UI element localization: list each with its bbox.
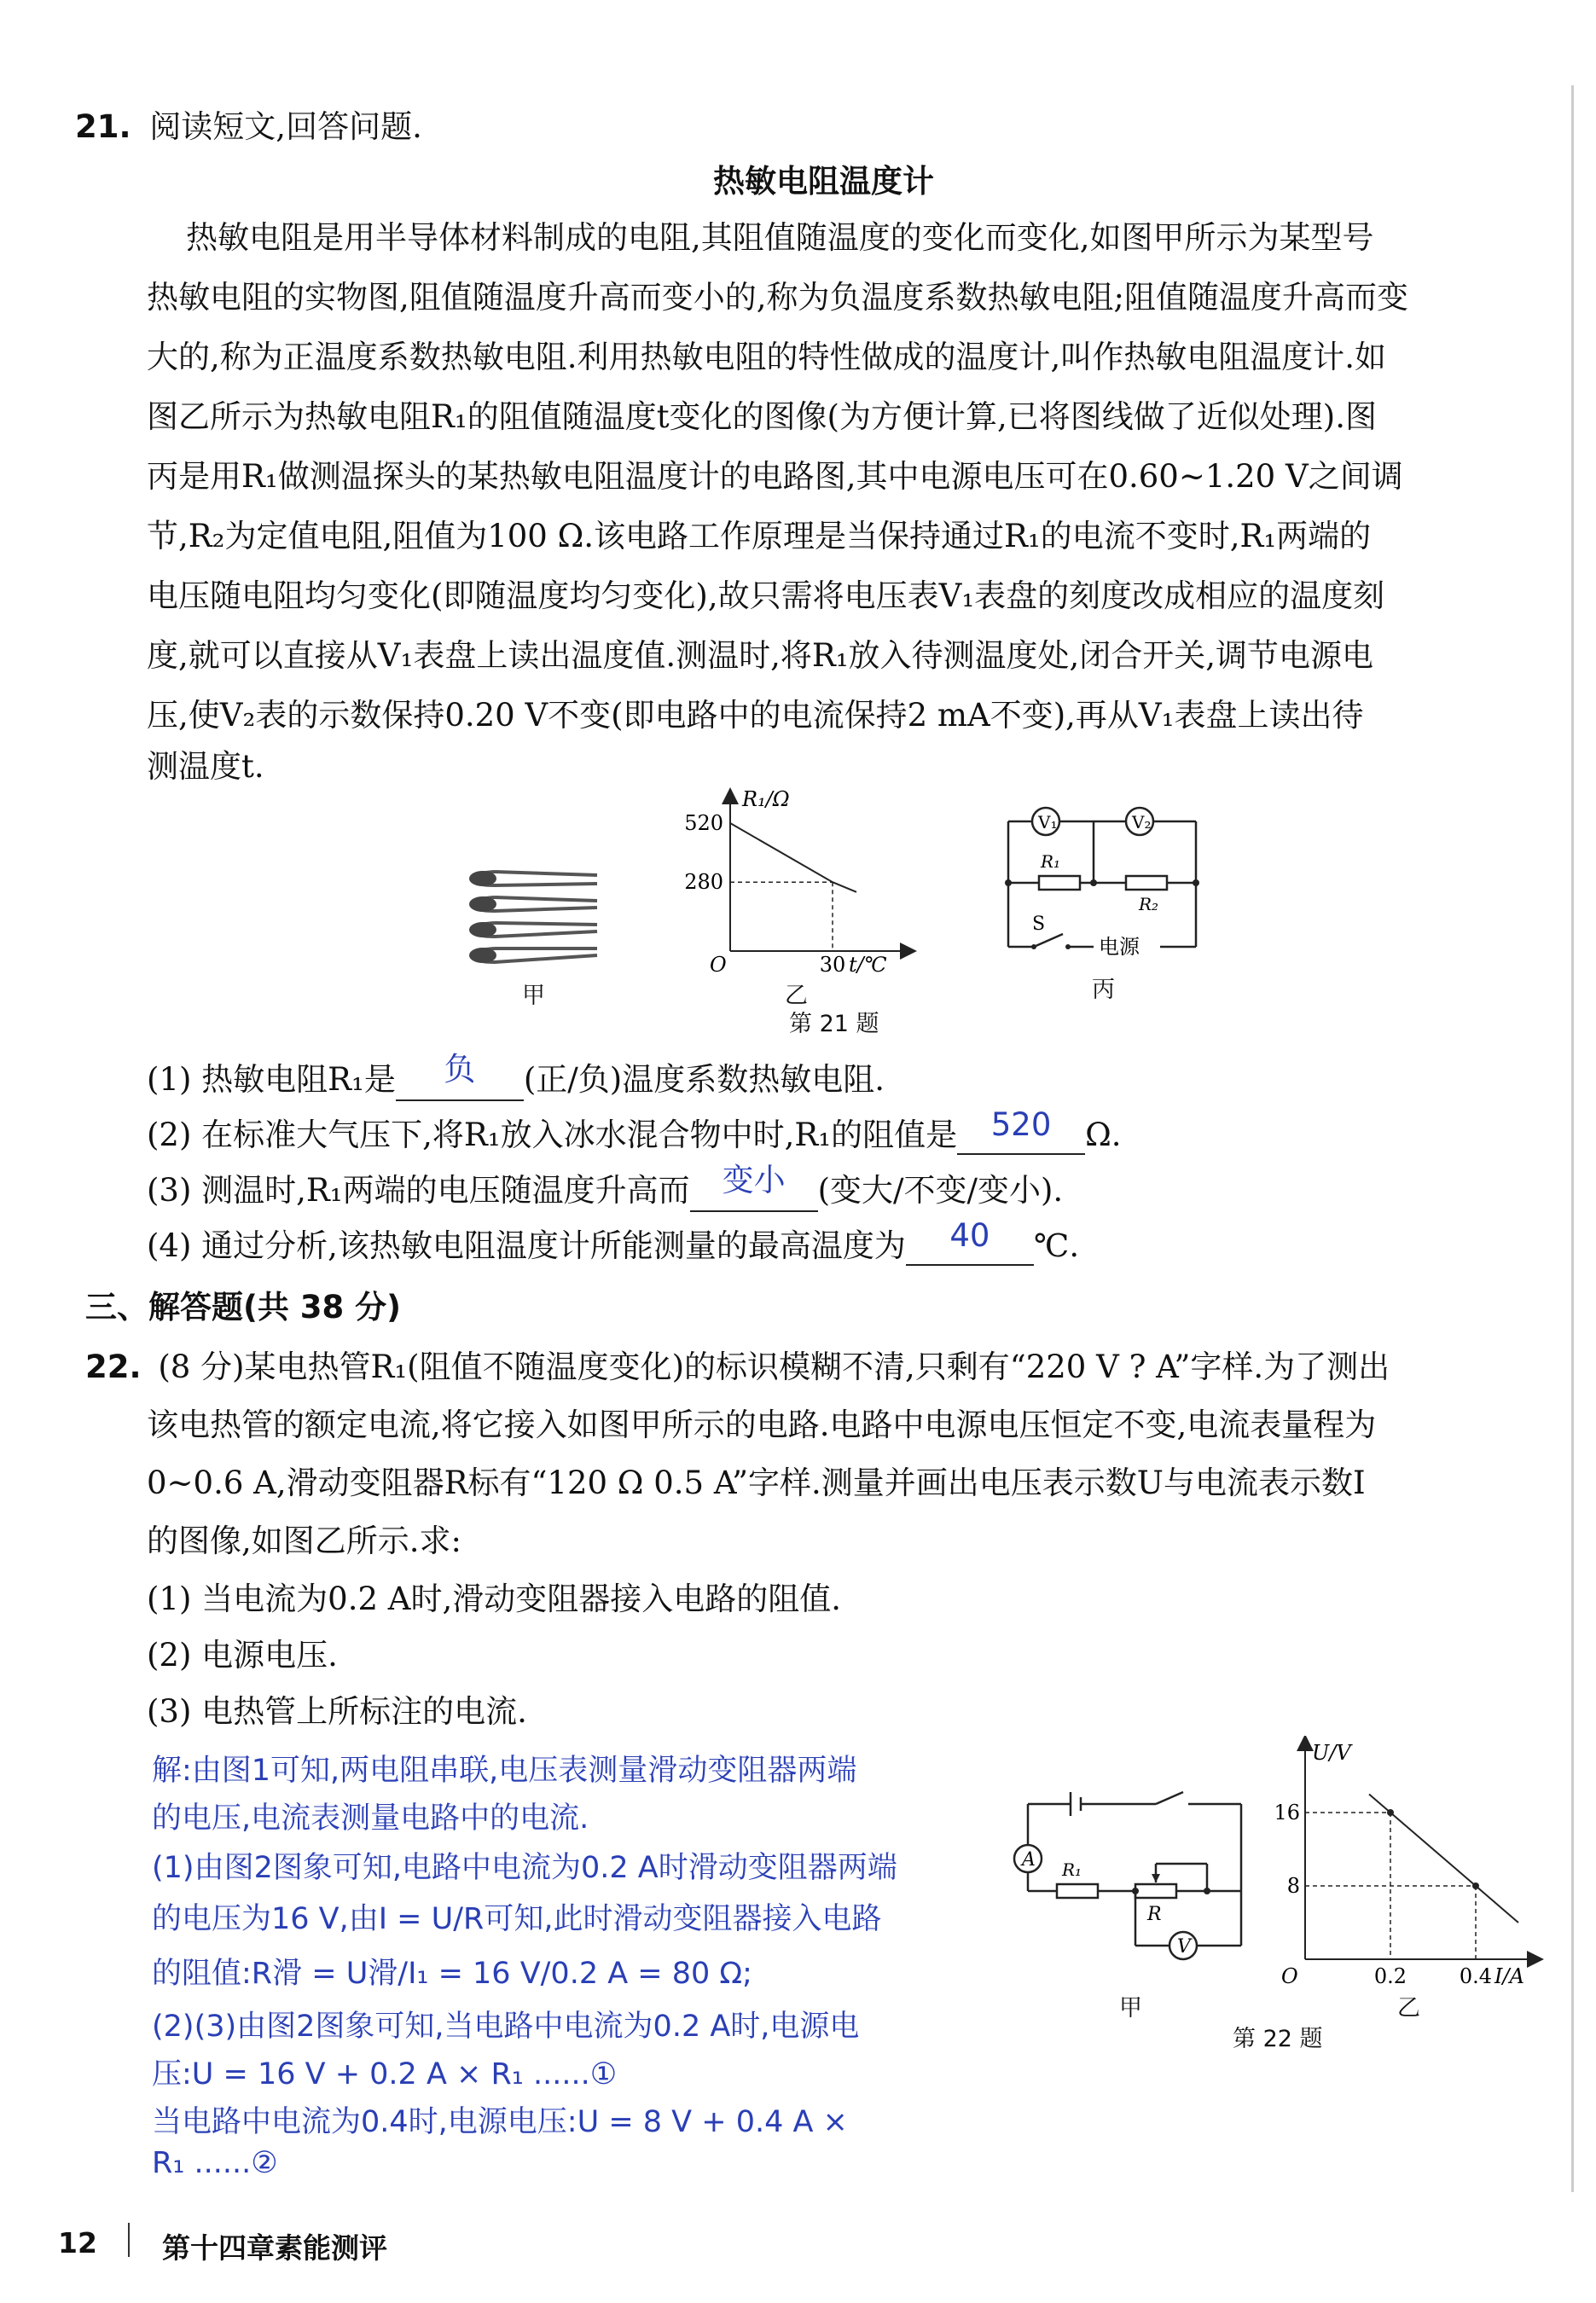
q21-item-4	[147, 1217, 1080, 1266]
rheostat	[1135, 1884, 1176, 1898]
circuit-22	[1002, 1778, 1258, 2000]
graph22-xlabel: I/A	[1494, 1964, 1524, 1988]
r1-label-22: R₁	[1062, 1859, 1082, 1880]
ammeter-label: A	[1022, 1849, 1036, 1871]
switch-label: S	[1032, 914, 1046, 935]
q22-subq-1: (1) 当电流为0.2 A时,滑动变阻器接入电路的阻值.	[147, 1581, 842, 1617]
r2-resistor	[1126, 876, 1167, 890]
ytick-8: 8	[1286, 1874, 1300, 1898]
voltmeter-label: V	[1177, 1936, 1191, 1958]
page-number: 12	[58, 2226, 97, 2259]
solution-line-3: 的电压为16 V,由I = U/R可知,此时滑动变阻器接入电路	[152, 1902, 882, 1936]
data-point-1	[1472, 1882, 1479, 1889]
para-line-6: 电压随电阻均匀变化(即随温度均匀变化),故只需将电压表V₁表盘的刻度改成相应的温度刻	[147, 577, 1385, 614]
rheostat-label: R	[1147, 1904, 1162, 1925]
item3-post: (变大/不变/变小).	[817, 1172, 1064, 1209]
circuit-21	[998, 798, 1207, 968]
item2-post: Ω.	[1085, 1117, 1122, 1153]
graph21-xlabel: t/℃	[849, 953, 887, 977]
fig22-label-yi: 乙	[1397, 1995, 1420, 2022]
solution-line-2: (1)由图2图象可知,电路中电流为0.2 A时滑动变阻器两端	[152, 1851, 897, 1885]
source-label: 电源	[1099, 935, 1140, 959]
graph21-ylabel: R₁/Ω	[742, 787, 790, 811]
fig21-label-yi: 乙	[785, 983, 808, 1009]
q22-stem-1: 该电热管的额定电流,将它接入如图甲所示的电路.电路中电源电压恒定不变,电流表量程为	[147, 1407, 1377, 1443]
ytick-520: 520	[684, 811, 723, 835]
para-line-1: 热敏电阻的实物图,阻值随温度升高而变小的,称为负温度系数热敏电阻;阻值随温度升高而变	[147, 279, 1408, 316]
item4-text: (4) 通过分析,该热敏电阻温度计所能测量的最高温度为	[147, 1227, 906, 1264]
solution-line-4: 的阻值:R滑 = U滑/I₁ = 16 V/0.2 A = 80 Ω;	[152, 1957, 752, 1991]
item4-post: ℃.	[1033, 1227, 1080, 1264]
footer-divider	[128, 2223, 130, 2257]
solution-line-8: R₁ ......②	[152, 2146, 278, 2180]
graph22-origin: O	[1281, 1964, 1298, 1988]
v1-label: V₁	[1038, 812, 1058, 832]
para-line-9: 测温度t.	[147, 748, 264, 785]
item2-text: (2) 在标准大气压下,将R₁放入冰水混合物中时,R₁的阻值是	[147, 1117, 958, 1153]
section3-heading: 三、解答题(共 38 分)	[85, 1289, 402, 1326]
para-line-3: 图乙所示为热敏电阻R₁的阻值随温度t变化的图像(为方便计算,已将图线做了近似处理).图	[147, 398, 1377, 435]
item3-answer: 变小	[722, 1162, 786, 1198]
q21-title: 热敏电阻温度计	[713, 163, 934, 200]
item1-answer: 负	[444, 1051, 476, 1088]
r1-t-graph	[674, 780, 921, 977]
item1-answer-blank[interactable]	[396, 1053, 524, 1101]
q21-number: 21.	[75, 108, 131, 145]
fig21-label-jia: 甲	[522, 983, 545, 1009]
para-line-0: 热敏电阻是用半导体材料制成的电阻,其阻值随温度的变化而变化,如图甲所示为某型号	[186, 219, 1374, 256]
q22-number: 22.	[85, 1349, 142, 1385]
xtick-0.2: 0.2	[1373, 1964, 1407, 1988]
item1-text: (1) 热敏电阻R₁是	[147, 1061, 396, 1098]
q21-item-2	[147, 1106, 1122, 1155]
item2-answer: 520	[990, 1106, 1052, 1143]
page-edge-shadow	[1571, 85, 1574, 2192]
graph22-ylabel: U/V	[1312, 1741, 1351, 1765]
item4-answer-blank[interactable]	[906, 1217, 1034, 1266]
graph21-origin: O	[710, 953, 727, 977]
thermistor-photo	[461, 861, 606, 972]
r1-resistor	[1039, 876, 1080, 890]
para-line-7: 度,就可以直接从V₁表盘上读出温度值.测温时,将R₁放入待测温度处,闭合开关,调节电源电	[147, 637, 1374, 674]
para-line-2: 大的,称为正温度系数热敏电阻.利用热敏电阻的特性做成的温度计,叫作热敏电阻温度计.如	[147, 339, 1387, 375]
ytick-16: 16	[1274, 1801, 1300, 1824]
item4-answer: 40	[949, 1217, 990, 1254]
q22-stem-3: 的图像,如图乙所示.求:	[147, 1523, 461, 1559]
q22-subq-2: (2) 电源电压.	[147, 1637, 338, 1674]
r1-label: R₁	[1041, 851, 1061, 872]
r2-label: R₂	[1139, 894, 1159, 914]
fig21-label-bing: 丙	[1092, 977, 1115, 1003]
para-line-4: 丙是用R₁做测温探头的某热敏电阻温度计的电路图,其中电源电压可在0.60~1.20 V之间调	[147, 458, 1403, 495]
u-i-graph	[1271, 1736, 1544, 1992]
ytick-280: 280	[684, 870, 723, 895]
item1-post: (正/负)温度系数热敏电阻.	[523, 1061, 885, 1098]
fig22-caption: 第 22 题	[1233, 2026, 1323, 2052]
q21-header	[75, 101, 422, 147]
q21-prompt: 阅读短文,回答问题.	[149, 108, 422, 145]
fig22-label-jia: 甲	[1119, 1995, 1142, 2022]
item3-answer-blank[interactable]	[690, 1164, 818, 1212]
solution-line-7: 当电路中电流为0.4时,电源电压:U = 8 V + 0.4 A ×	[152, 2105, 848, 2139]
r1-resistor-22	[1057, 1884, 1098, 1898]
solution-line-5: (2)(3)由图2图象可知,当电路中电流为0.2 A时,电源电	[152, 2010, 860, 2044]
solution-line-1: 的电压,电流表测量电路中的电流.	[152, 1801, 589, 1836]
item3-text: (3) 测温时,R₁两端的电压随温度升高而	[147, 1172, 690, 1209]
v2-label: V₂	[1132, 812, 1152, 832]
q21-item-1	[147, 1053, 885, 1101]
item2-answer-blank[interactable]	[957, 1106, 1085, 1155]
q22-stem-0	[85, 1341, 1390, 1387]
fig21-caption: 第 21 题	[789, 1011, 879, 1037]
solution-line-0: 解:由图1可知,两电阻串联,电压表测量滑动变阻器两端	[152, 1754, 857, 1788]
xtick-0.4: 0.4	[1459, 1964, 1493, 1988]
xtick-30: 30	[819, 953, 846, 977]
q21-item-3	[147, 1164, 1063, 1212]
q22-stem-text-0: (8 分)某电热管R₁(阻值不随温度变化)的标识模糊不清,只剩有“220 V ? A”字样.为了测出	[158, 1349, 1390, 1385]
data-point-0	[1387, 1809, 1394, 1816]
para-line-8: 压,使V₂表的示数保持0.20 V不变(即电路中的电流保持2 mA不变),再从V₁表盘上读出待	[147, 697, 1364, 734]
solution-line-6: 压:U = 16 V + 0.2 A × R₁ ......①	[152, 2057, 618, 2091]
q22-stem-2: 0~0.6 A,滑动变阻器R标有“120 Ω 0.5 A”字样.测量并画出电压表示数U与电流表示数I	[147, 1465, 1366, 1501]
para-line-5: 节,R₂为定值电阻,阻值为100 Ω.该电路工作原理是当保持通过R₁的电流不变时,R₁两端的	[147, 518, 1372, 554]
q22-subq-3: (3) 电热管上所标注的电流.	[147, 1693, 527, 1730]
chapter-title: 第十四章素能测评	[162, 2231, 387, 2265]
